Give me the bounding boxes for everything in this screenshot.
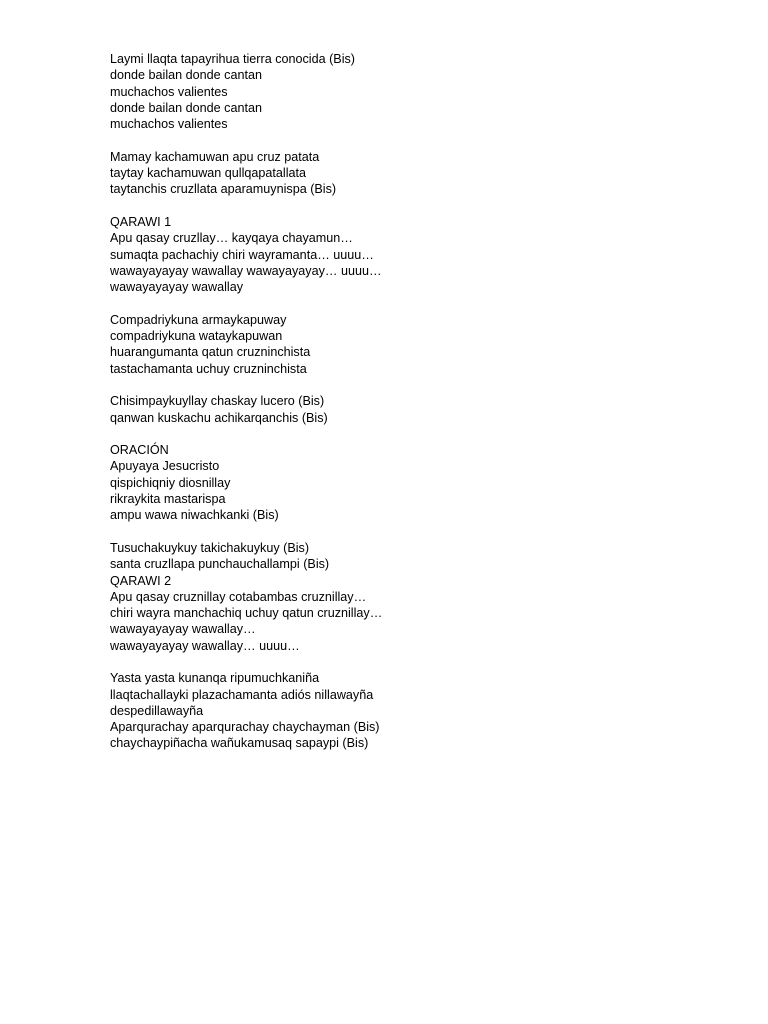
- text-line: sumaqta pachachiy chiri wayramanta… uuuu…: [110, 247, 374, 262]
- text-line: wawayayayay wawallay… uuuu…: [110, 638, 300, 653]
- text-line: rikraykita mastarispa: [110, 492, 226, 507]
- text-line: wawayayayay wawallay: [110, 280, 243, 295]
- text-line: Apu qasay cruzllay… kayqaya chayamun…: [110, 231, 353, 246]
- text-line: Mamay kachamuwan apu cruz patata: [110, 149, 320, 164]
- text-line: muchachos valientes: [110, 84, 228, 99]
- stanza-1: [110, 51, 710, 132]
- text-line: muchachos valientes: [110, 117, 228, 132]
- text-line: wawayayayay wawallay wawayayayay… uuuu…: [110, 263, 382, 278]
- text-line: chiri wayra manchachiq uchuy qatun cruznillay…: [110, 606, 383, 621]
- text-line: Tusuchakuykuy takichakuykuy (Bis): [110, 540, 310, 555]
- stanza-6: [110, 442, 710, 523]
- lyrics-text: [110, 51, 710, 752]
- text-line: donde bailan donde cantan: [110, 68, 262, 83]
- text-line: qispichiqniy diosnillay: [110, 475, 231, 490]
- text-line: Apu qasay cruznillay cotabambas cruznillay…: [110, 589, 367, 604]
- text-line: wawayayayay wawallay…: [110, 622, 256, 637]
- text-line: Compadriykuna armaykapuway: [110, 312, 287, 327]
- section-heading: ORACIÓN: [110, 443, 169, 458]
- text-line: Apuyaya Jesucristo: [110, 459, 220, 474]
- stanza-2: [110, 149, 710, 198]
- text-line: compadriykuna wataykapuwan: [110, 329, 283, 344]
- text-line: santa cruzllapa punchauchallampi (Bis): [110, 557, 330, 572]
- stanza-4: [110, 312, 710, 377]
- section-heading: QARAWI 2: [110, 573, 172, 588]
- stanza-5: [110, 393, 710, 426]
- stanza-8: [110, 670, 710, 751]
- text-line: chaychaypiñacha wañukamusaq sapaypi (Bis): [110, 736, 369, 751]
- section-heading: QARAWI 1: [110, 214, 172, 229]
- text-line: Chisimpaykuyllay chaskay lucero (Bis): [110, 394, 325, 409]
- text-line: Laymi llaqta tapayrihua tierra conocida (Bis): [110, 52, 355, 66]
- text-line: despedillawayña: [110, 703, 204, 718]
- text-line: ampu wawa niwachkanki (Bis): [110, 508, 279, 523]
- text-line: tastachamanta uchuy cruzninchista: [110, 361, 307, 376]
- text-line: donde bailan donde cantan: [110, 100, 262, 115]
- text-line: Yasta yasta kunanqa ripumuchkaniña: [110, 671, 320, 686]
- stanza-3: [110, 214, 710, 295]
- text-line: taytanchis cruzllata aparamuynispa (Bis): [110, 182, 337, 197]
- text-line: taytay kachamuwan qullqapatallata: [110, 166, 307, 181]
- text-line: Aparqurachay aparqurachay chaychayman (Bis): [110, 720, 380, 735]
- text-line: huarangumanta qatun cruzninchista: [110, 345, 311, 360]
- text-line: qanwan kuskachu achikarqanchis (Bis): [110, 410, 328, 425]
- text-line: llaqtachallayki plazachamanta adiós nillawayña: [110, 687, 374, 702]
- stanza-7: [110, 540, 710, 654]
